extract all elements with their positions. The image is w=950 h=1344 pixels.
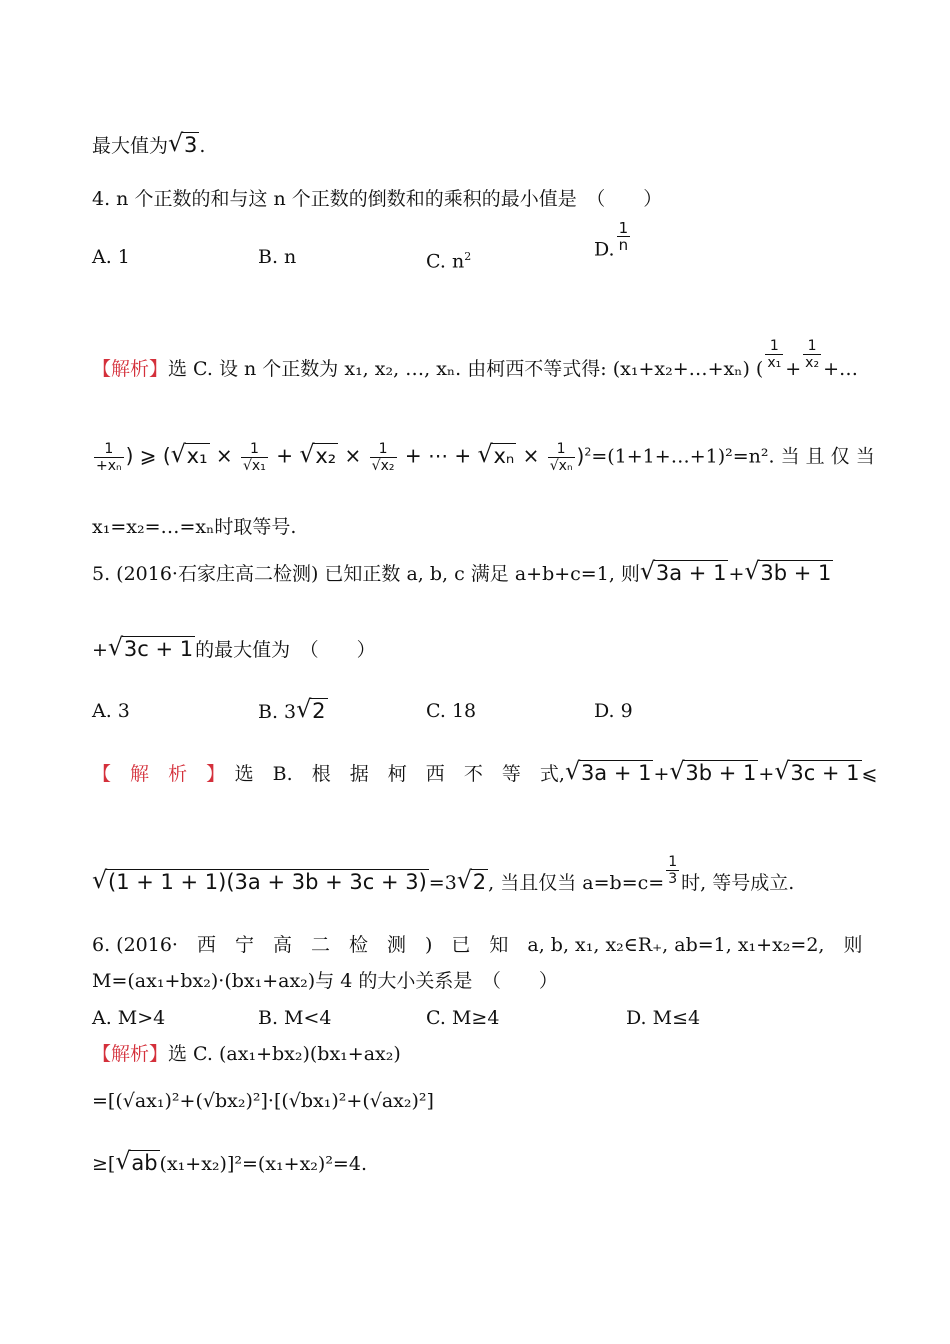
q4-solution-line1: 【解析】选 C. 设 n 个正数为 x₁, x₂, …, xₙ. 由柯西不等式得: (x₁+x₂+…+xₙ) ( $\frac{1}{\text{x₁}}$ + $\frac{1}{\text{x₂}}$ +…: [92, 338, 858, 380]
q5-option-a: A. 3: [92, 700, 130, 722]
q6-stem-line2: M=(ax₁+bx₂)·(bx₁+ax₂)与 4 的大小关系是 （ ）: [92, 970, 558, 992]
q4-solution-line2: $\frac{1}{\text{+xₙ}}$ ) ⩾ (√ x₁ × $\frac{1}{\text{√x₁}}$ + √ x₂ × $\frac{1}{\text{√x₂}}$ + ⋯ + √ xₙ × $\frac{1}{\text{√xₙ}}$ )$^2$=(1+1+…+1)²=n². 当 且 仅 当: [92, 432, 875, 477]
q6-solution-line1: 【解析】选 C. (ax₁+bx₂)(bx₁+ax₂): [92, 1043, 401, 1065]
q3-tail-line: 最大值为√ 3 .: [92, 132, 205, 159]
q4-sol-frac-2: $\frac{1}{\text{x₂}}$: [805, 338, 820, 371]
q5-solution-header: 【 解 析 】: [92, 763, 216, 785]
q4-sol-frac-n: $\frac{1}{\text{+xₙ}}$: [96, 441, 122, 475]
q4-option-b: B. n: [258, 246, 297, 268]
q4-solution-header: 【解析】: [92, 358, 169, 380]
q4-option-a: A. 1: [92, 246, 130, 268]
q6-solution-line3: ≥[√ ab (x₁+x₂)]²=(x₁+x₂)²=4.: [92, 1150, 367, 1177]
q4-solution-line3: x₁=x₂=…=xₙ时取等号.: [92, 516, 297, 538]
q6-option-c: C. M≥4: [426, 1007, 500, 1029]
q5-frac-one-third: $\frac{1}{3}$: [668, 854, 678, 887]
q5-stem-line2: +√ 3c + 1 的最大值为 （ ）: [92, 636, 376, 663]
q6-solution-line2: =[(√ax₁)²+(√bx₂)²]·[(√bx₁)²+(√ax₂)²]: [92, 1090, 434, 1112]
q4-option-d-fraction: $\frac{1}{n}$: [618, 219, 629, 254]
q6-option-d: D. M≤4: [626, 1007, 701, 1029]
q4-option-d: D. $\frac{1}{n}$: [594, 219, 629, 261]
q6-solution-header: 【解析】: [92, 1043, 169, 1065]
q6-option-b: B. M<4: [258, 1007, 332, 1029]
q5-solution-line2: √ (1 + 1 + 1)(3a + 3b + 3c + 3) =3√ 2 , 当且仅当 a=b=c= $\frac{1}{3}$ 时, 等号成立.: [92, 854, 794, 900]
q3-sqrt: √ 3: [168, 132, 199, 158]
q4-option-c: C. $n^2$: [426, 250, 472, 273]
q5-stem-line1: 5. (2016·石家庄高二检测) 已知正数 a, b, c 满足 a+b+c=1, 则√ 3a + 1 +√ 3b + 1: [92, 560, 833, 587]
q6-option-a: A. M>4: [92, 1007, 166, 1029]
q5-option-d: D. 9: [594, 700, 633, 722]
q4-sol-frac-1: $\frac{1}{\text{x₁}}$: [767, 338, 782, 371]
q5-solution-line1: 【 解 析 】 选 B. 根 据 柯 西 不 等 式,√ 3a + 1 +√ 3b + 1 +√ 3c + 1 ⩽: [92, 760, 877, 787]
q6-stem-line1: 6. (2016· 西 宁 高 二 检 测 ) 已 知 a, b, x₁, x₂∈R₊, ab=1, x₁+x₂=2, 则: [92, 934, 863, 956]
q5-option-b: B. 3√ 2: [258, 698, 328, 725]
q3-tail-text: 最大值为: [92, 135, 169, 157]
q5-option-c: C. 18: [426, 700, 477, 722]
q4-stem: 4. n 个正数的和与这 n 个正数的倒数和的乘积的最小值是 （ ）: [92, 188, 663, 210]
